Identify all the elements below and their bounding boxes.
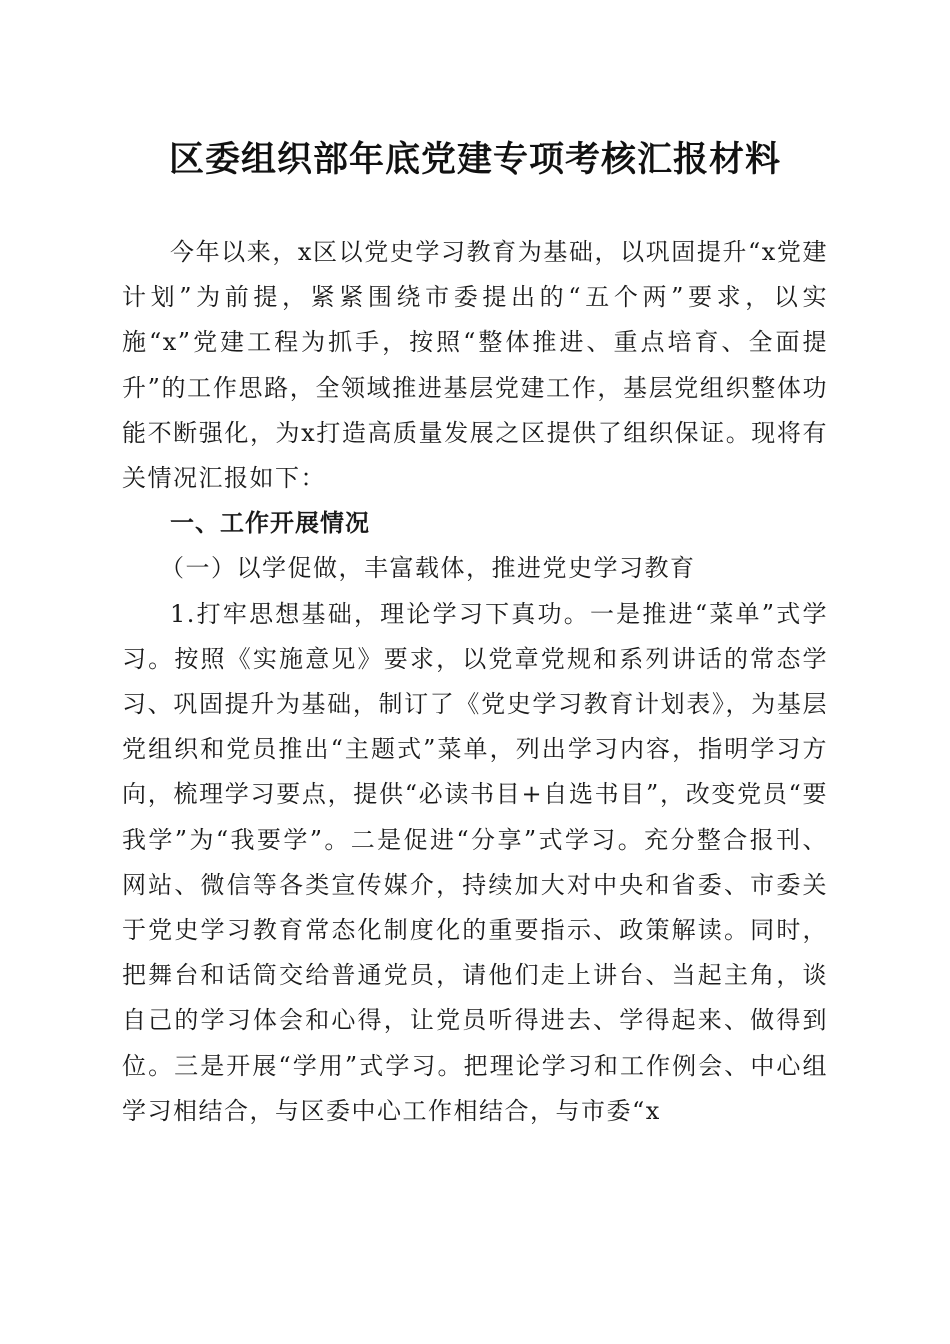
- subsection-heading: （一）以学促做，丰富载体，推进党史学习教育: [160, 554, 696, 583]
- section-heading: 一、工作开展情况: [170, 509, 370, 538]
- item-paragraph-1: 1.打牢思想基础，理论学习下真功。一是推进“菜单”式学习。按照《实施意见》要求，以党章党规和系列讲话的常态学习、巩固提升为基础，制订了《党史学习教育计划表》，为基层党组织和党员推出“主题式”菜单，列出学习内容，指明学习方向，梳理学习要点，提供“必读书目+自选书目”，改变党员“要我学”为“我要学”。二是促进“分享”式学习。充分整合报刊、网站、微信等各类宣传媒介，持续加大对中央和省委、市委关于党史学习教育常态化制度化的重要指示、政策解读。同时，把舞台和话筒交给普通党员，请他们走上讲台、当起主角，谈自己的学习体会和心得，让党员听得进去、学得起来、做得到位。三是开展“学用”式学习。把理论学习和工作例会、中心组学习相结合，与区委中心工作相结合，与市委“x: [122, 599, 828, 1125]
- intro-paragraph: 今年以来，x区以党史学习教育为基础，以巩固提升“x党建计划”为前提，紧紧围绕市委提出的“五个两”要求，以实施“x”党建工程为抓手，按照“整体推进、重点培育、全面提升”的工作思路，全领域推进基层党建工作，基层党组织整体功能不断强化，为x打造高质量发展之区提供了组织保证。现将有关情况汇报如下：: [122, 238, 828, 493]
- document-body: [122, 230, 828, 1134]
- document-title: 区委组织部年底党建专项考核汇报材料: [168, 139, 781, 180]
